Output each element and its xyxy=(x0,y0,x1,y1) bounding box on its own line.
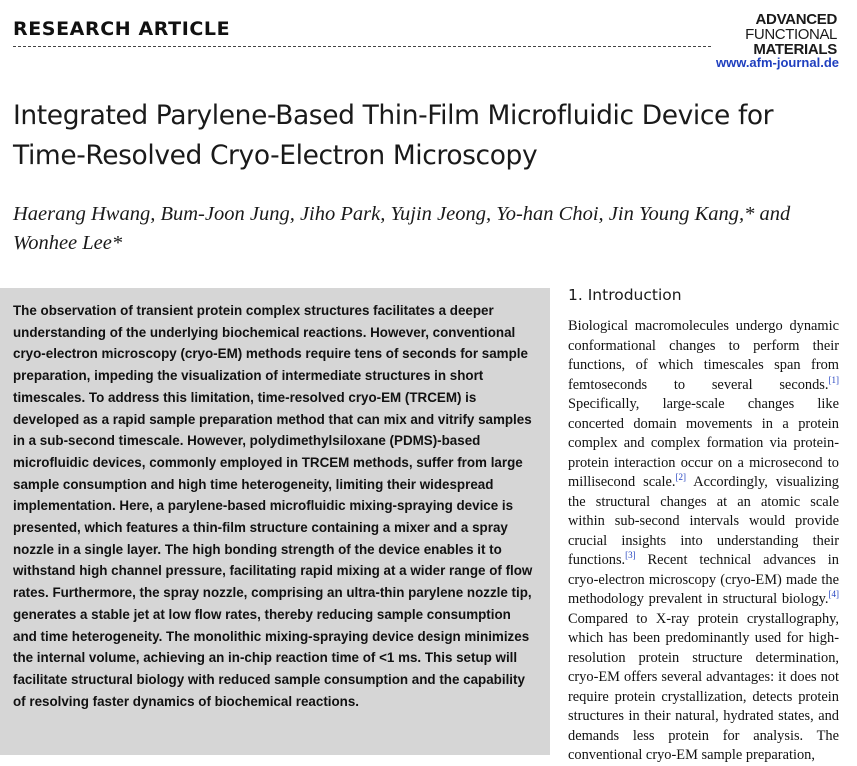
intro-segment-1: Biological macromolecules undergo dynamic conformational changes to perform their functions, of which timescales span from femtoseconds to several seconds. xyxy=(568,318,839,393)
abstract-text: The observation of transient protein complex structures facilitates a deeper understanding of the underlying biochemical reactions. However, conventional cryo-electron microscopy (cryo-EM) methods require tens of seconds for sample preparation, impeding the visualization of intermediate structures in short timescales. To address this limitation, time-resolved cryo-EM (TRCEM) is developed as a rapid sample preparation method that can mix and vitrify samples in a sub-second timescale. However, polydimethylsiloxane (PDMS)-based microfluidic devices, commonly employed in TRCEM methods, suffer from large sample consumption and high time heterogeneity, limiting their widespread implementation. Here, a parylene-based microfluidic mixing-spraying device is presented, which features a thin-film structure containing a mixer and a spray nozzle in a single layer. The high bonding strength of the device enables it to withstand high channel pressure, facilitating rapid mixing at a wider range of flow rates. Furthermore, the spray nozzle, comprising an ultra-thin parylene nozzle tip, generates a stable jet at low flow rates, thereby reducing sample consumption and time heterogeneity. The monolithic mixing-spraying device design minimizes the internal volume, achieving an in-chip reaction time of <1 ms. This setup will facilitate structural biology with reduced sample consumption and the capability of resolving faster dynamics of biochemical reactions. xyxy=(13,303,533,709)
journal-logo-line1: ADVANCED xyxy=(755,11,837,28)
journal-logo-line3: MATERIALS xyxy=(753,41,837,58)
intro-segment-5: Compared to X-ray protein crystallography, which has been predominantly used for high-resolution protein structure determination, cryo-EM offers several advantages: it does not require protein crystallization, detects protein structures in their natural, hydrated states, and demands less protein for analysis. The conventional cryo-EM sample preparation, xyxy=(568,610,839,763)
citation-link-3[interactable]: [3] xyxy=(625,550,636,561)
citation-link-2[interactable]: [2] xyxy=(675,472,687,483)
citation-link-4[interactable]: [4] xyxy=(828,589,839,600)
introduction-text xyxy=(568,317,839,766)
intro-segment-3: Accordingly, visualizing the structural changes at an atomic scale within sub-second intervals would provide crucial insights into understanding their functions. xyxy=(568,474,839,568)
citation-link-1[interactable]: [1] xyxy=(828,374,839,385)
header-divider xyxy=(13,46,711,47)
journal-url-link[interactable]: www.afm-journal.de xyxy=(715,55,839,70)
author-list: Haerang Hwang, Bum-Joon Jung, Jiho Park, Yujin Jeong, Yo-han Choi, Jin Young Kang,* and Wonhee Lee* xyxy=(13,203,791,254)
journal-logo xyxy=(745,12,837,57)
journal-logo-line2: FUNCTIONAL xyxy=(745,26,837,43)
section-heading-introduction: 1. Introduction xyxy=(568,286,682,304)
intro-segment-2: Specifically, large-scale changes like concerted domain movements in a protein complex and complex formation via protein-protein interaction occur on a microsecond to millisecond scale. xyxy=(568,396,839,490)
intro-segment-4: Recent technical advances in cryo-electron microscopy (cryo-EM) made the methodology prevalent in structural biology. xyxy=(568,552,839,607)
article-type-label: RESEARCH ARTICLE xyxy=(13,18,231,40)
article-title: Integrated Parylene-Based Thin-Film Microfluidic Device for Time-Resolved Cryo-Electron Microscopy xyxy=(13,100,774,171)
